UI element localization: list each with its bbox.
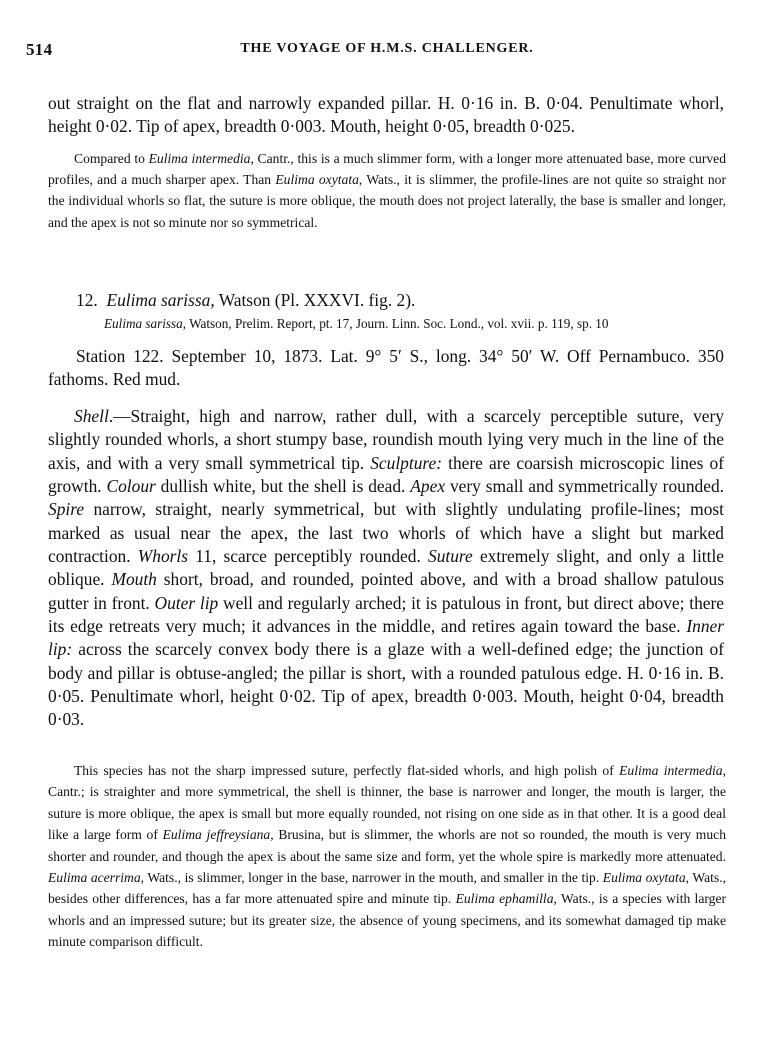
remarks-text-5: , Wats., besides other differences, has a far more attenuated spire and minute tip. xyxy=(48,870,726,907)
sculpture-text: there are coarsish microscopic lines of growth. xyxy=(48,452,724,497)
remarks-text-1: This species has not the sharp impressed suture, perfectly flat-sided whorls, and high polish of xyxy=(74,763,620,778)
comparison-text-1: Compared to xyxy=(74,151,149,166)
spire-text: narrow, straight, nearly symmetrical, but with slightly undulating profile-lines; most marked as usual near the apex, the last two whorls of which have a slight but marked contraction. xyxy=(48,499,724,567)
remarks-species-1: Eulima intermedia xyxy=(619,763,723,778)
species-heading xyxy=(76,289,415,311)
outer-lip-text: well and regularly arched; it is patulous in front, but direct above; there its edge retreats very much; it advances in the middle, and retires again toward the base. xyxy=(48,592,724,637)
colour-text: dullish white, but the shell is dead. xyxy=(155,476,411,497)
remarks-text-3: , Brusina, but is slimmer, the whorls are not so rounded, the mouth is very much shorter and rounder, and though the apex is about the same size and form, yet the whole spire is markedly more attenuated. xyxy=(48,827,726,864)
synonym-name: Eulima sarissa xyxy=(104,316,183,331)
measurement-paragraph xyxy=(48,92,724,138)
synonym-reference: , Watson, Prelim. Report, pt. 17, Journ. Linn. Soc. Lond., vol. xvii. p. 119, sp. 10 xyxy=(182,316,609,331)
page-header xyxy=(26,40,748,64)
page-number: 514 xyxy=(26,40,53,59)
spire-label: Spire xyxy=(48,499,85,520)
remarks-species-5: Eulima ephamilla xyxy=(455,891,554,907)
shell-label: Shell xyxy=(74,406,109,426)
station-paragraph xyxy=(48,345,724,391)
comparison-text-3: , Wats., it is slimmer, the profile-lines are not quite so straight nor the individual whorls so flat, the suture is more oblique, the mouth does not project laterally, the base is smaller and longer, and the apex is not so minute nor so symmetrical. xyxy=(48,172,726,230)
species-ref-eulima-intermedia: Eulima intermedia xyxy=(148,151,251,166)
apex-label: Apex xyxy=(410,476,446,497)
station-text: Station 122. September 10, 1873. Lat. 9° 5′ S., long. 34° 50′ W. Off Pernambuco. 350 fathoms. Red mud. xyxy=(48,346,724,389)
inner-lip-label: Inner lip: xyxy=(48,616,724,660)
shell-text: .—Straight, high and narrow, rather dull, with a scarcely perceptible suture, very slightly rounded whorls, a short stumpy base, roundish mouth lying very much in the line of the axis, and with a very small symmetrical tip. xyxy=(48,406,724,473)
remarks-species-3: Eulima acerrima xyxy=(48,870,141,886)
remarks-paragraph xyxy=(48,760,726,953)
remarks-species-4: Eulima oxytata xyxy=(602,870,686,886)
mouth-label: Mouth xyxy=(111,569,157,590)
remarks-text-2: , Cantr.; is straighter and more symmetrical, the shell is thinner, the base is narrower and longer, the mouth is larger, the suture is more oblique, the apex is small but more equally rounded, not rising on one side as in that other. It is a good deal like a large form of xyxy=(48,763,726,843)
mouth-text: short, broad, and rounded, pointed above, and with a broad shallow patulous gutter in front. xyxy=(48,569,724,613)
suture-label: Suture xyxy=(428,546,473,567)
colour-label: Colour xyxy=(106,476,156,497)
whorls-text: 11, scarce perceptibly rounded. xyxy=(188,546,428,567)
remarks-text-6: , Wats., is a species with larger whorls and an impressed suture; but its greater size, the absence of young specimens, and its somewhat damaged tip make minute comparison difficult. xyxy=(48,891,727,950)
remarks-text-4: , Wats., is slimmer, longer in the base, narrower in the mouth, and smaller in the tip. xyxy=(140,870,603,886)
outer-lip-label: Outer lip xyxy=(154,592,219,613)
species-authority: , Watson (Pl. XXXVI. fig. 2). xyxy=(210,290,416,310)
comparison-paragraph xyxy=(48,148,726,233)
running-title: THE VOYAGE OF H.M.S. CHALLENGER. xyxy=(240,41,534,56)
comparison-text-2: , Cantr., this is a much slimmer form, with a longer more attenuated base, more curved profiles, and a much sharper apex. Than xyxy=(48,151,727,188)
whorls-label: Whorls xyxy=(137,546,189,567)
sculpture-label: Sculpture: xyxy=(370,452,443,473)
species-name: Eulima sarissa xyxy=(106,290,211,310)
species-ref-eulima-oxytata: Eulima oxytata xyxy=(275,172,359,188)
remarks-species-2: Eulima jeffreysiana xyxy=(162,827,271,843)
species-number: 12. xyxy=(76,290,98,310)
species-synonym xyxy=(104,315,608,333)
apex-text: very small and symmetrically rounded. xyxy=(445,476,724,497)
measurement-text: out straight on the flat and narrowly expanded pillar. H. 0·16 in. B. 0·04. Penultimate whorl, height 0·02. Tip of apex, breadth 0·003. Mouth, height 0·05, breadth 0·025. xyxy=(48,93,724,136)
inner-lip-text: across the scarcely convex body there is a glaze with a well-defined edge; the junction of body and pillar is obtuse-angled; the pillar is short, with a rounded patulous edge. H. 0·16 in. B. 0·05. Penultimate whorl, height 0·02. Tip of apex, breadth 0·003. Mouth, height 0·04, breadth 0·03. xyxy=(48,639,724,730)
shell-description xyxy=(48,405,724,732)
suture-text: extremely slight, and only a little oblique. xyxy=(48,546,724,590)
